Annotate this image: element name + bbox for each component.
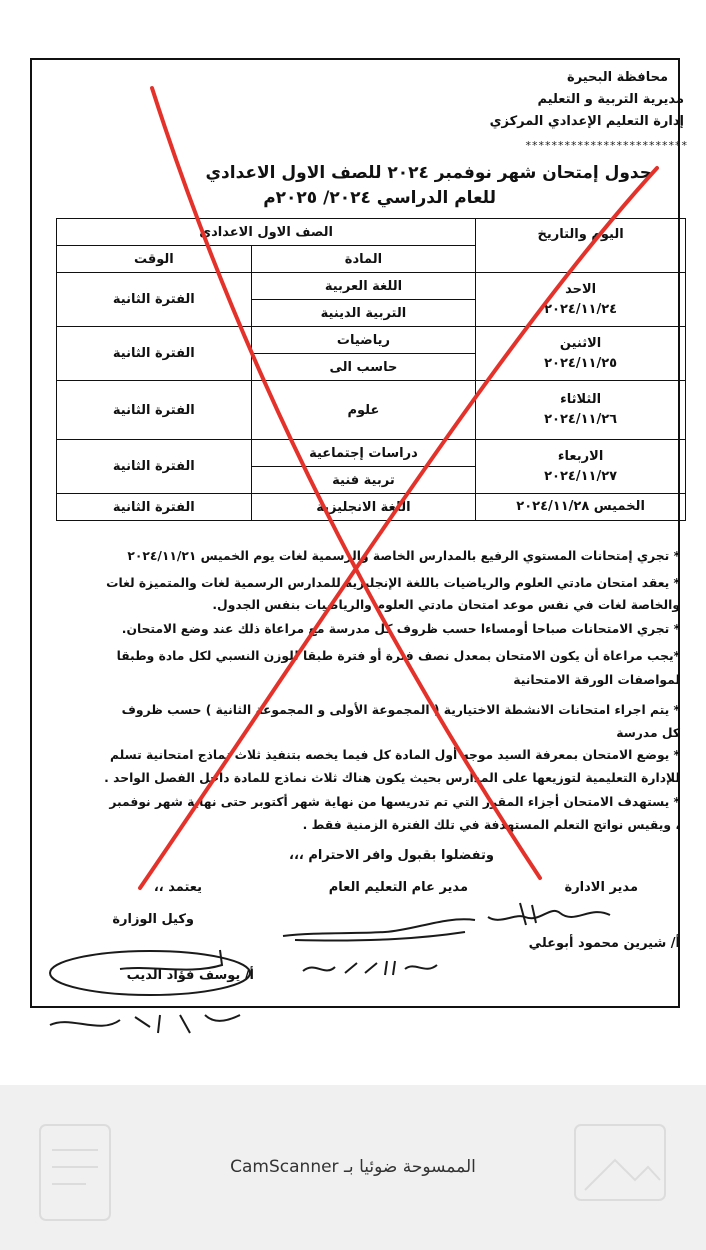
handwritten-date-middle	[295, 955, 445, 981]
time-cell: الفترة الثانية	[57, 440, 252, 494]
academic-year: للعام الدراسي ٢٠٢٤/ ٢٠٢٥م	[263, 188, 496, 208]
governorate-label: محافظة البحيرة	[567, 70, 668, 85]
subject-cell: اللغة الانجليزية	[251, 494, 476, 521]
note-4a: *يجب مراعاة أن يكون الامتحان بمعدل نصف فترة أو فترة طبقا للوزن النسبي لكل مادة وطبقا	[116, 649, 680, 663]
separator-stars: *************************	[525, 139, 688, 152]
time-cell: الفترة الثانية	[57, 273, 252, 327]
administration-label: إدارة التعليم الإعدادي المركزي	[489, 114, 684, 129]
subject-cell: اللغة العربية	[251, 273, 476, 300]
date-label: ٢٠٢٤/١١/٢٤	[544, 301, 618, 317]
deputy-signature	[40, 945, 280, 1045]
time-cell: الفترة الثانية	[57, 327, 252, 381]
dept-director-signature	[480, 895, 620, 935]
exam-schedule-table	[56, 218, 686, 521]
date-label: ٢٠٢٤/١١/٢٧	[544, 468, 618, 484]
note-6a: * يوضع الامتحان بمعرفة السيد موجه أول المادة كل فيما يخصه بتنفيذ ثلاث نماذج امتحانية تسلم	[109, 748, 680, 762]
date-label: ٢٠٢٤/١١/٢٥	[544, 355, 618, 371]
time-cell: الفترة الثانية	[57, 494, 252, 521]
camscanner-caption: الممسوحة ضوئيا بـ CamScanner	[230, 1157, 476, 1177]
note-6b: للإدارة التعليمية لتوزيعها على المدارس بحيث يكون هناك ثلاث نماذج للمادة داخل الفصل الواحد .	[104, 771, 680, 785]
approver-title: يعتمد ،،	[153, 880, 202, 895]
table-row	[57, 494, 686, 521]
dept-director-title: مدير الادارة	[564, 880, 638, 895]
directorate-label: مديرية التربية و التعليم	[537, 92, 684, 107]
subject-cell: تربية فنية	[251, 467, 476, 494]
table-row	[57, 381, 686, 440]
col-header-grade: الصف الاول الاعدادي	[57, 219, 476, 246]
col-header-subject: المادة	[251, 246, 476, 273]
document-title: جدول إمتحان شهر نوفمبر ٢٠٢٤ للصف الاول الاعدادي	[205, 163, 652, 183]
note-7a: * يستهدف الامتحان أجزاء المقرر التي تم تدريسها من نهاية شهر أكتوبر حتى نهاية شهر نوفمبر	[109, 795, 680, 809]
subject-cell: رياضيات	[251, 327, 476, 354]
note-3: * تجري الامتحانات صباحا أومساءا حسب ظروف كل مدرسة مع مراعاة ذلك عند وضع الامتحان.	[121, 622, 680, 636]
general-director-signature	[275, 910, 485, 950]
subject-cell: علوم	[251, 381, 476, 440]
table-row	[57, 440, 686, 467]
day-label: الثلاثاء	[560, 392, 602, 407]
note-5b: كل مدرسة	[616, 726, 680, 740]
day-label: الاربعاء	[557, 448, 604, 464]
note-2b: والخاصة لغات في نفس موعد امتحان مادتي العلوم والرياضيات بنفس الجدول.	[212, 598, 680, 612]
note-7b: ، ويقيس نواتج التعلم المستهدفة في تلك الفترة الزمنية فقط .	[302, 818, 680, 832]
general-director-title: مدير عام التعليم العام	[328, 880, 468, 895]
note-4b: لمواصفات الورقة الامتحانية	[513, 673, 680, 687]
deputy-name: أ/ يوسف فؤاد الديب	[126, 968, 254, 983]
subject-cell: حاسب الى	[251, 354, 476, 381]
col-header-time: الوقت	[57, 246, 252, 273]
note-2a: * يعقد امتحان مادتي العلوم والرياضيات باللغة الإنجليزية للمدارس الرسمية لغات والمتميزة لغات	[106, 576, 680, 590]
dept-director-name: أ/ شيرين محمود أبوعلي	[528, 936, 680, 951]
table-row	[57, 273, 686, 300]
day-label: الاثنين	[559, 335, 602, 351]
date-label: ٢٠٢٤/١١/٢٦	[544, 412, 618, 427]
note-1: * تجري إمتحانات المستوي الرفيع بالمدارس الخاصة والرسمية لغات يوم الخميس ٢٠٢٤/١١/٢١	[127, 549, 680, 563]
subject-cell: دراسات إجتماعية	[251, 440, 476, 467]
day-date-cell: الخميس ٢٠٢٤/١١/٢٨	[476, 494, 686, 521]
col-header-day-date: اليوم والتاريخ	[476, 219, 686, 273]
table-row	[57, 327, 686, 354]
time-cell: الفترة الثانية	[57, 381, 252, 440]
deputy-title: وكيل الوزارة	[112, 912, 194, 927]
day-label: الاحد	[565, 281, 597, 297]
closing-line: وتفضلوا بقبول وافر الاحترام ،،،	[289, 848, 494, 863]
note-5a: * يتم اجراء امتحانات الانشطة الاختيارية ( المجموعة الأولى و المجموعة الثانية ) حسب ظروف	[121, 703, 680, 717]
subject-cell: التربية الدينية	[251, 300, 476, 327]
